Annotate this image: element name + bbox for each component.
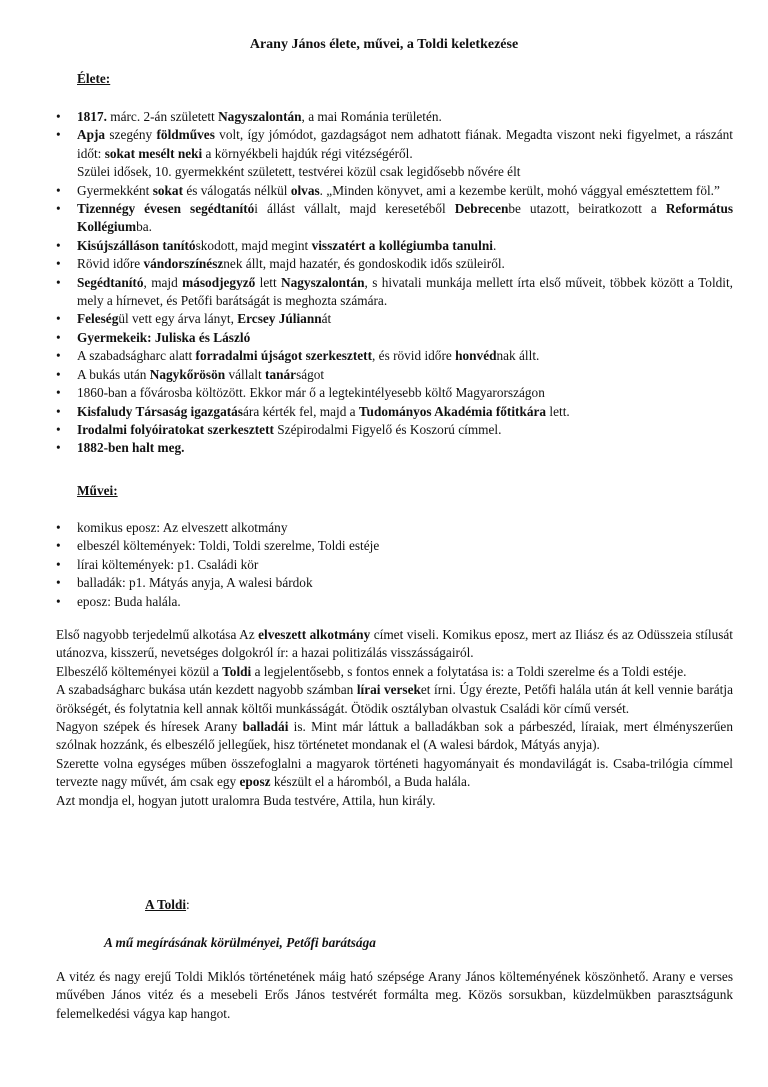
text-run: ára kérték fel, majd a <box>242 403 359 419</box>
life-list-item <box>56 255 733 273</box>
works-list-item: • balladák: p1. Mátyás anyja, A walesi bárdok <box>56 574 733 592</box>
bold-run: forradalmi újságot szerkesztett <box>195 348 373 364</box>
works-list <box>56 519 733 611</box>
text-run: nek állt, majd hazatér, és gondoskodik idős szüleiről. <box>223 256 505 272</box>
text-run: , majd <box>143 274 183 290</box>
bold-run: Irodalmi folyóiratokat szerkesztett <box>77 421 274 437</box>
document-title: Arany János élete, művei, a Toldi keletkezése <box>249 37 519 52</box>
bold-run: sokat mesélt neki <box>104 145 203 161</box>
text-run: is. Mint már láttuk a balladákban sok a párbeszéd, líraiak, mert élményszerűen szólnak hozzánk, és elbeszélő jellegűek, hisz történetet mondanak el (A walesi bárdok, Mátyás anyja). <box>56 719 733 753</box>
text-run: a legjelentősebb, s fontos ennek a folytatása is: a Toldi szerelme és a Toldi estéje. <box>251 663 687 679</box>
works-heading: Művei: <box>77 483 118 498</box>
text-run: vállalt <box>225 366 266 382</box>
bold-run: Gyermekeik: Juliska és László <box>77 329 251 345</box>
life-list-item <box>56 182 733 200</box>
bold-run: Segédtanító <box>77 274 144 290</box>
bold-run: Feleség <box>77 311 119 327</box>
life-list-item <box>56 403 733 421</box>
bold-run: honvéd <box>455 348 497 364</box>
life-list <box>56 108 733 458</box>
text-run: a környékbeli hajdúk régi vitézségéről. <box>202 145 413 161</box>
text-run: 1860-ban a fővárosba költözött. Ekkor már ő a legtekintélyesebb költő Magyarországon <box>77 385 545 401</box>
works-list-item: • lírai költemények: p1. Családi kör <box>56 556 733 574</box>
bold-run: sokat <box>152 182 183 198</box>
text-run: Szülei idősek, 10. gyermekként született, testvérei közül csak legidősebb nővére élt <box>77 164 521 180</box>
works-list-item: • elbeszél költemények: Toldi, Toldi szerelme, Toldi estéje <box>56 537 733 555</box>
life-list-item <box>56 329 733 347</box>
bold-run: Nagyszalontán <box>218 109 302 124</box>
life-list-item <box>56 347 733 365</box>
text-run: Szerette volna egységes műben összefoglalni a magyarok történeti hagyományait és mondavilágát is. Csaba-trilógia címmel tervezte nagy művét, ám csak egy <box>56 755 733 790</box>
bold-run: Kisfaludy Társaság igazgatás <box>77 403 243 419</box>
bold-run: balladái <box>242 719 289 735</box>
life-list-item <box>56 384 733 402</box>
bold-run: 1882-ben halt meg. <box>77 440 185 456</box>
life-list-item <box>56 108 733 126</box>
essay-paragraph <box>56 755 733 792</box>
toldi-section-title <box>145 896 190 914</box>
essay-paragraph <box>56 626 733 663</box>
text-run: nak állt. <box>496 348 540 364</box>
text-run: Azt mondja el, hogyan jutott uralomra Buda testvére, Attila, hun király. <box>56 792 436 808</box>
bold-run: Református Kollégium <box>77 201 734 235</box>
text-run: Gyermekként <box>77 182 153 198</box>
text-run: volt, így jómódot, gazdagságot nem adhatott fiának. Megadta viszont neki figyelmet, a rászánt időt: <box>77 127 733 161</box>
life-list-item <box>56 421 733 439</box>
bold-run: visszatért a kollégiumba tanulni <box>311 237 493 253</box>
text-run: Első nagyobb terjedelmű alkotása Az <box>56 627 259 642</box>
essay-paragraph <box>56 792 733 810</box>
toldi-sub-heading: A mű megírásának körülményei, Petőfi barátsága <box>104 935 376 950</box>
text-run: lett. <box>546 403 570 419</box>
toldi-heading-colon: : <box>186 897 190 912</box>
life-list-item <box>56 366 733 384</box>
bold-run: Nagyszalontán <box>281 274 365 290</box>
text-run: Elbeszélő költeményei közül a <box>56 663 223 679</box>
text-run: márc. 2-án született <box>106 109 219 124</box>
bold-run: olvas <box>290 182 320 198</box>
essay-paragraph <box>56 718 733 755</box>
essay-paragraph <box>56 681 733 718</box>
life-list-item <box>56 274 733 311</box>
bold-run: Debrecen <box>454 201 509 217</box>
text-run: Rövid időre <box>77 256 144 272</box>
text-run: . <box>492 237 497 253</box>
text-run: át <box>321 311 332 327</box>
bold-run: tanár <box>265 366 297 382</box>
bold-run: másodjegyző <box>182 274 256 290</box>
life-list-item <box>56 237 733 255</box>
toldi-intro-paragraph: A vitéz és nagy erejű Toldi Miklós történetének máig ható szépsége Arany János költeményének köszönhető. Arany e verses művében János vitéz és a mesebeli Erős János testvérét formálta meg. Közös sorsukban, küzdelmükben parasztságunk felemelkedési vágya kap hangot. <box>56 969 733 1021</box>
text-run: lett <box>255 274 282 290</box>
text-run: . „Minden könyvet, ami a kezembe került, mohó vággyal emésztettem föl.” <box>319 182 720 198</box>
text-run: ba. <box>136 219 152 235</box>
bold-run: Toldi <box>222 663 252 679</box>
text-run: A szabadságharc bukása után kezdett nagyobb számban <box>56 682 357 698</box>
text-run: címet viseli. Komikus eposz, mert az Iliász és az Odüsszeia stílusát utánozva, kisszerű, nevetséges dolgokról ír: a hazai politizálás visszásságairól. <box>56 627 733 661</box>
text-run: készült el a háromból, a Buda halála. <box>270 774 471 790</box>
bold-run: elveszett alkotmány <box>258 627 371 642</box>
bold-run: Nagykőrösön <box>149 366 226 382</box>
text-run: Nagyon szépek és híresek Arany <box>56 719 243 735</box>
text-run: A szabadságharc alatt <box>77 348 196 364</box>
bold-run: Kisújszálláson tanító <box>77 237 196 253</box>
bold-run: lírai versek <box>356 682 421 698</box>
text-run: és válogatás nélkül <box>183 182 291 198</box>
bold-run: Tizennégy évesen segédtanító <box>77 201 255 217</box>
text-run: , s hivatali munkája mellett írta első műveit, többek között a Toldit, mely a hírnevet, és Petőfi barátságát is meghozta számára. <box>77 274 734 309</box>
text-run: i állást vállalt, majd keresetéből <box>254 201 455 217</box>
text-run: be utazott, beiratkozott a <box>508 201 666 217</box>
text-run: et írni. Úgy érezte, Petőfi halála után át kell vennie barátja örökségét, és folytatnia kell annak költői munkásságát. Ötödik osztályban olvastuk Családi kör című versét. <box>56 682 733 716</box>
text-run: , a mai Románia területén. <box>301 109 442 124</box>
text-run: ságot <box>296 366 325 382</box>
bold-run: eposz <box>239 774 271 790</box>
essay-paragraph <box>56 663 733 681</box>
bold-run: Ercsey Júliann <box>237 311 322 327</box>
text-run: A bukás után <box>77 366 150 382</box>
life-list-item <box>56 200 733 237</box>
bold-run: vándorszínész <box>143 256 224 272</box>
text-run: skodott, majd megint <box>195 237 312 253</box>
toldi-heading: A Toldi <box>145 897 187 912</box>
text-run: ül vett egy árva lányt, <box>118 311 238 327</box>
text-run: , és rövid időre <box>372 348 456 364</box>
life-list-item <box>56 126 733 181</box>
text-run: szegény <box>109 127 157 143</box>
text-run: Szépirodalmi Figyelő és Koszorú címmel. <box>273 421 502 437</box>
bold-run: Apja <box>77 127 110 143</box>
essay-paragraphs <box>56 626 733 810</box>
life-heading: Élete: <box>77 71 111 86</box>
life-list-item <box>56 439 733 457</box>
bold-run: földműves <box>156 127 215 143</box>
works-list-item: • eposz: Buda halála. <box>56 593 733 611</box>
life-list-item <box>56 310 733 328</box>
bold-run: Tudományos Akadémia főtitkára <box>358 403 547 419</box>
works-list-item: • komikus eposz: Az elveszett alkotmány <box>56 519 733 537</box>
bold-run: 1817. <box>77 109 107 124</box>
